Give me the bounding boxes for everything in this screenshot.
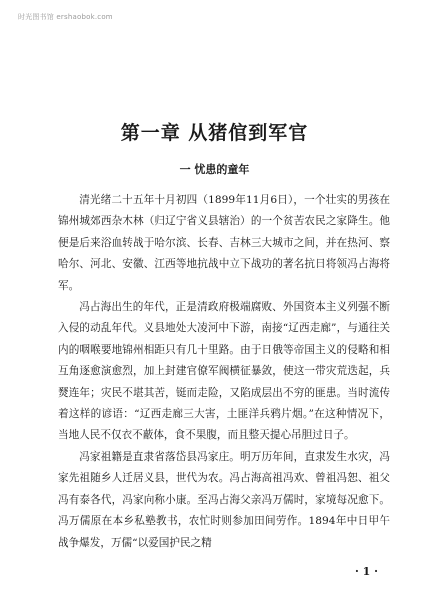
paragraph: 冯占海出生的年代，正是清政府极端腐败、外国资本主义列强不断入侵的动乱年代。义县地处大凌河中下游，南接“辽西走廊”，与通往关内的咽喉要地锦州相距只有几十里路。由于日俄等帝国主义的侵略和相互角逐愈演愈烈，加上封建官僚军阀横征暴敛，使这一带灾荒迭起，兵燹连年；灾民不堪其苦，铤而走险，又陷成层出不穷的匪患。当时流传着这样的谚语：“辽西走廊三大害，土匪洋兵鸦片烟。”在这种情况下，当地人民不仅衣不蔽体，食不果腹，而且整天提心吊胆过日子。 bbox=[58, 301, 390, 442]
watermark-text: 时光图书馆 ershaobok.com bbox=[18, 13, 113, 21]
section-title: 一 忧患的童年 bbox=[179, 163, 250, 176]
page-number: · 1 · bbox=[355, 565, 378, 578]
paragraph: 冯家祖籍是直隶省落岱县冯家庄。明万历年间，直隶发生水灾，冯家先祖随乡人迁居义县，世代为农。冯占海高祖冯欢、曾祖冯恕、祖父冯有泰各代，冯家向称小康。至冯占海父亲冯万儒时，家境每况愈下。冯万儒原在本乡私塾教书，农忙时则参加田间劳作。1894年中日甲午战争爆发，万儒“以爱国护民之精 bbox=[58, 450, 390, 549]
body-text bbox=[58, 190, 390, 554]
paragraph: 清光绪二十五年十月初四（1899年11月6日），一个壮实的男孩在锦州城郊西杂木林（归辽宁省义县辖治）的一个贫苦农民之家降生。他便是后来浴血转战于哈尔滨、长春、吉林三大城市之间，并在热河、察哈尔、河北、安徽、江西等地抗战中立下战功的著名抗日将领冯占海将军。 bbox=[58, 194, 390, 292]
chapter-title: 第一章 从猪倌到军官 bbox=[120, 122, 309, 144]
